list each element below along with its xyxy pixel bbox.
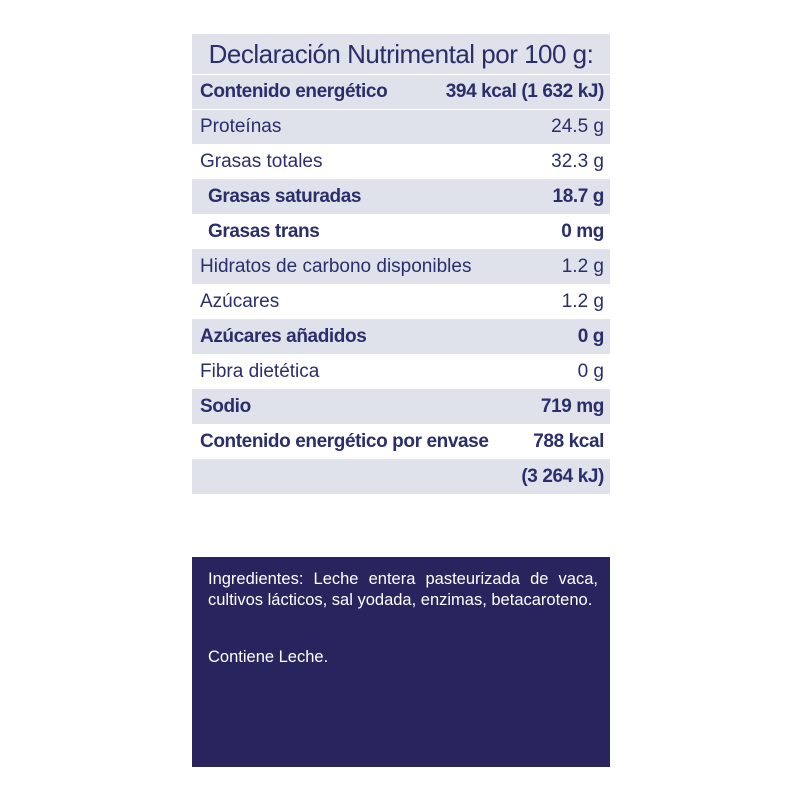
row-value: 0 g — [577, 361, 604, 382]
row-protein — [192, 110, 610, 145]
row-value: 0 mg — [561, 221, 604, 242]
row-label: Azúcares — [200, 291, 280, 312]
row-value: 1.2 g — [561, 291, 604, 312]
row-sodium — [192, 390, 610, 425]
row-value: 788 kcal — [533, 431, 604, 452]
row-trans-fat — [192, 215, 610, 250]
row-sugars — [192, 285, 610, 320]
allergen-notice: Contiene Leche. — [208, 648, 329, 666]
row-fiber — [192, 355, 610, 390]
row-energy-per-package — [192, 425, 610, 460]
row-label: Proteínas — [200, 116, 282, 137]
row-label: Azúcares añadidos — [200, 326, 367, 347]
row-label: Grasas saturadas — [208, 186, 362, 207]
row-energy — [192, 75, 610, 110]
row-saturated-fat — [192, 180, 610, 215]
row-value: (3 264 kJ) — [521, 466, 604, 487]
row-label: Hidratos de carbono disponibles — [200, 256, 472, 277]
row-label: Sodio — [200, 396, 251, 417]
row-value: 24.5 g — [551, 116, 604, 137]
row-label: Grasas totales — [200, 151, 323, 172]
row-value: 18.7 g — [552, 186, 604, 207]
row-label: Contenido energético por envase — [200, 431, 489, 452]
nutrition-table — [192, 34, 610, 495]
ingredients-panel — [192, 557, 610, 767]
row-value: 32.3 g — [551, 151, 604, 172]
row-label: Contenido energético — [200, 81, 388, 102]
row-value: 1.2 g — [561, 256, 604, 277]
row-value: 719 mg — [540, 396, 604, 417]
row-carbohydrates — [192, 250, 610, 285]
row-label: Fibra dietética — [200, 361, 320, 382]
row-value: 0 g — [577, 326, 604, 347]
nutrition-title: Declaración Nutrimental por 100 g: — [192, 34, 610, 75]
ingredients-text: Ingredientes: Leche entera pasteurizada de vaca, cultivos lácticos, sal yodada, enzimas, betacaroteno. — [208, 570, 598, 609]
row-label: Grasas trans — [208, 221, 320, 242]
row-added-sugars — [192, 320, 610, 355]
row-energy-per-package-kj — [192, 460, 610, 495]
row-value: 394 kcal (1 632 kJ) — [445, 81, 604, 102]
row-total-fat — [192, 145, 610, 180]
